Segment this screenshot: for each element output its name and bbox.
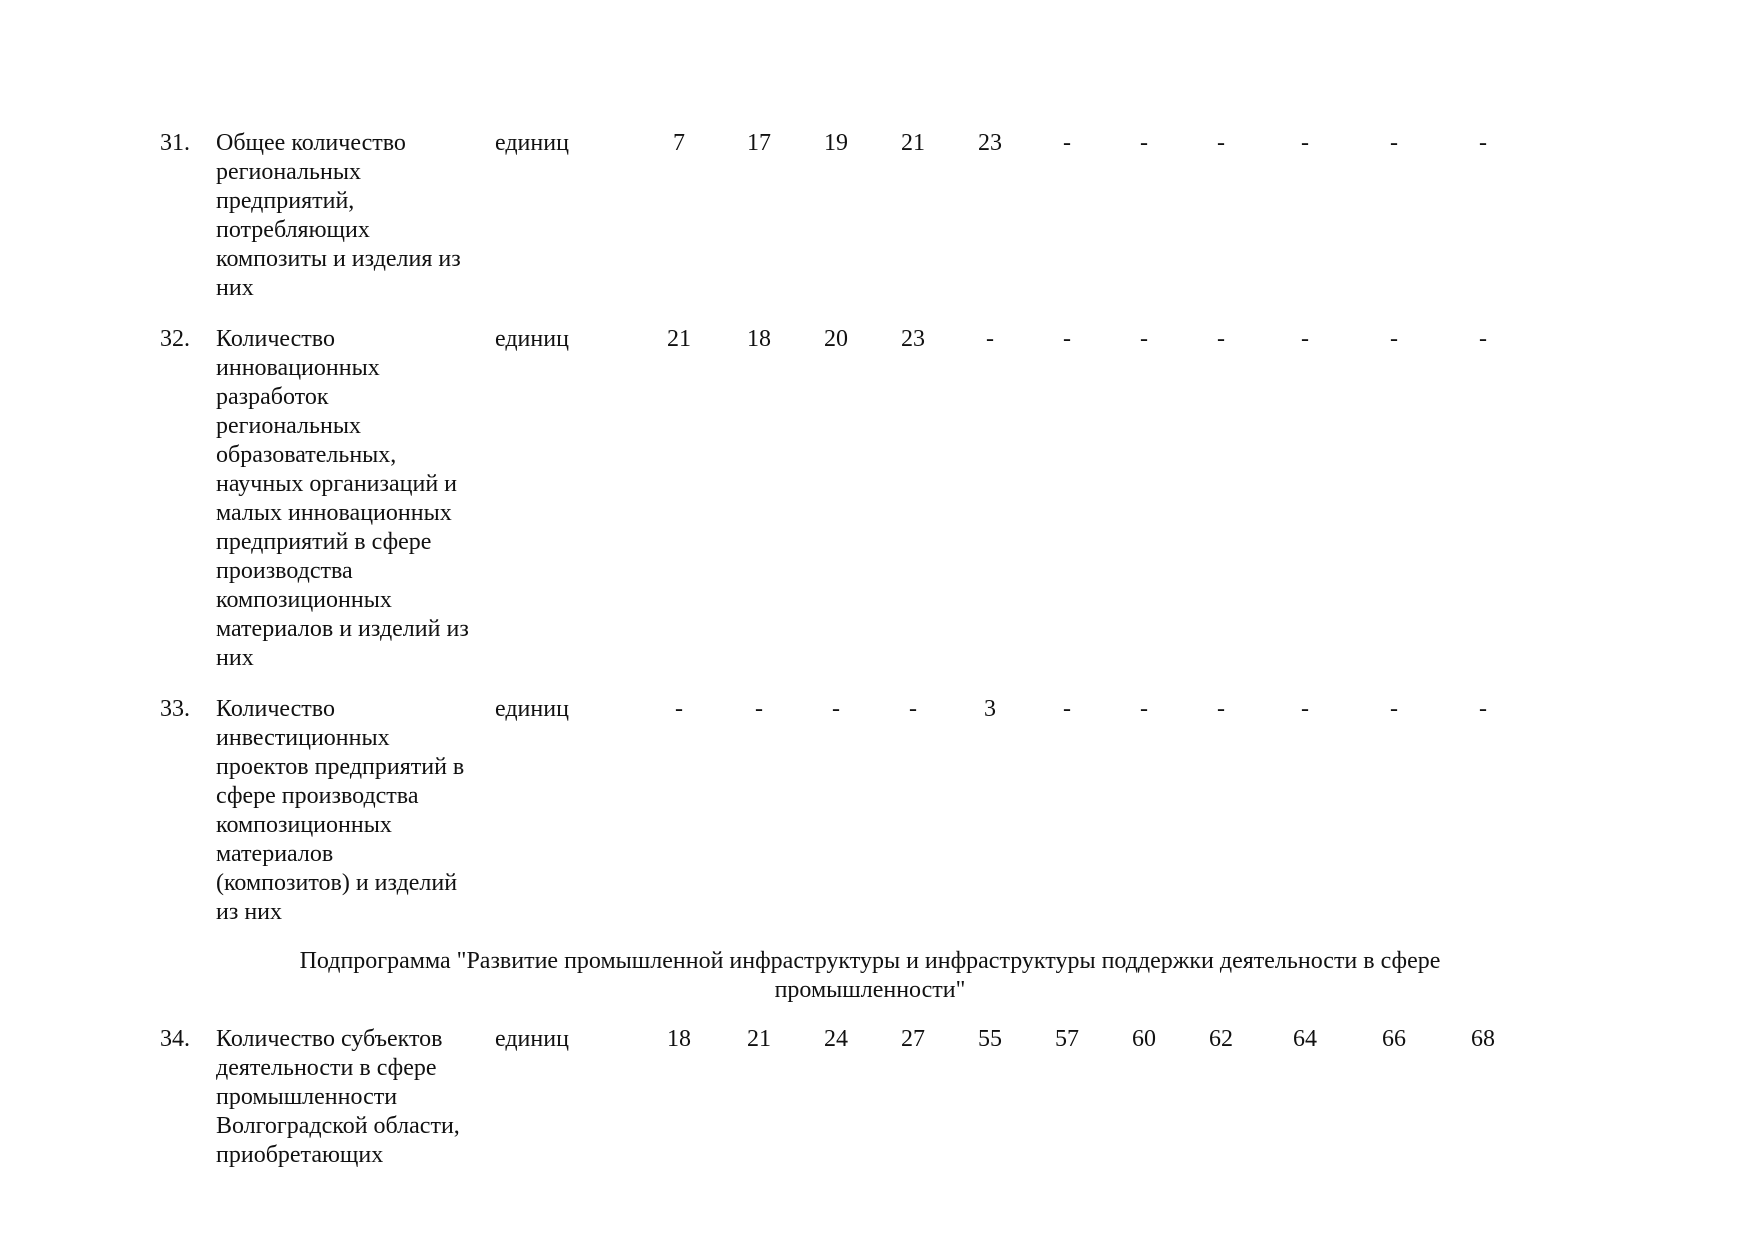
value-cell: 18 [667,1026,691,1052]
value-cell: - [1140,130,1148,156]
indicator-name-line: композиционных [216,587,392,613]
value-cell: - [1063,326,1071,352]
indicator-name-line: Волгоградской области, [216,1113,460,1139]
value-cell: - [1063,130,1071,156]
unit-of-measure: единиц [495,130,569,156]
value-cell: 62 [1209,1026,1233,1052]
indicator-name-line: предприятий в сфере [216,529,432,555]
value-cell: 21 [747,1026,771,1052]
value-cell: 20 [824,326,848,352]
value-cell: 57 [1055,1026,1079,1052]
value-cell: - [832,696,840,722]
row-number: 31. [160,130,190,156]
indicator-name [216,695,492,927]
indicator-name-line: образовательных, [216,442,397,468]
value-cell: 3 [984,696,996,722]
indicator-name-line: предприятий, [216,188,355,214]
value-cell: - [1140,326,1148,352]
indicator-name-line: Количество субъектов [216,1026,443,1052]
value-cell: 66 [1382,1026,1406,1052]
indicator-name-line: композиты и изделия из [216,246,461,272]
value-cell: - [1301,326,1309,352]
indicator-name-line: Количество [216,696,335,722]
indicator-name-line: (композитов) и изделий [216,870,458,896]
value-cell: - [1479,326,1487,352]
indicator-name-line: них [216,275,254,301]
value-cell: - [986,326,994,352]
row-number: 33. [160,696,190,722]
indicator-name-line: материалов [216,841,334,867]
indicator-name-line: Количество [216,326,335,352]
value-cell: 21 [667,326,691,352]
indicator-name-line: промышленности [216,1084,398,1110]
subprogram-heading-line: промышленности" [774,977,966,1003]
value-cell: 7 [673,130,685,156]
value-cell: - [1217,326,1225,352]
value-cell: - [755,696,763,722]
value-cell: - [1390,326,1398,352]
row-number: 34. [160,1026,190,1052]
subprogram-heading [240,947,1500,1005]
value-cell: - [1301,130,1309,156]
indicator-name-line: инновационных [216,355,380,381]
indicator-name-line: разработок [216,384,329,410]
indicator-name-line: научных организаций и [216,471,458,497]
value-cell: 23 [901,326,925,352]
value-cell: 17 [747,130,771,156]
indicator-name-line: материалов и изделий из [216,616,469,642]
value-cell: - [1390,696,1398,722]
indicator-name [216,325,492,673]
value-cell: 64 [1293,1026,1317,1052]
indicator-name [216,129,492,303]
value-cell: 27 [901,1026,925,1052]
indicator-name-line: малых инновационных [216,500,452,526]
value-cell: 21 [901,130,925,156]
value-cell: 68 [1471,1026,1495,1052]
indicator-name-line: сфере производства [216,783,419,809]
value-cell: 18 [747,326,771,352]
indicator-name-line: приобретающих [216,1142,384,1168]
indicator-name [216,1025,492,1170]
unit-of-measure: единиц [495,326,569,352]
value-cell: - [1479,696,1487,722]
indicator-name-line: инвестиционных [216,725,390,751]
value-cell: - [1140,696,1148,722]
indicator-name-line: проектов предприятий в [216,754,465,780]
indicator-name-line: региональных [216,159,361,185]
value-cell: 60 [1132,1026,1156,1052]
value-cell: - [1390,130,1398,156]
value-cell: - [1301,696,1309,722]
indicator-name-line: Общее количество [216,130,406,156]
indicator-name-line: композиционных [216,812,392,838]
value-cell: 55 [978,1026,1002,1052]
indicator-name-line: деятельности в сфере [216,1055,437,1081]
value-cell: - [909,696,917,722]
value-cell: - [1479,130,1487,156]
subprogram-heading-line: Подпрограмма "Развитие промышленной инфраструктуры и инфраструктуры поддержки деятельности в сфере [299,948,1441,974]
row-number: 32. [160,326,190,352]
indicator-name-line: региональных [216,413,361,439]
value-cell: 23 [978,130,1002,156]
value-cell: - [1063,696,1071,722]
value-cell: - [1217,130,1225,156]
indicator-name-line: производства [216,558,353,584]
unit-of-measure: единиц [495,1026,569,1052]
value-cell: 24 [824,1026,848,1052]
unit-of-measure: единиц [495,696,569,722]
value-cell: - [675,696,683,722]
indicator-name-line: потребляющих [216,217,370,243]
indicator-name-line: них [216,645,254,671]
value-cell: 19 [824,130,848,156]
value-cell: - [1217,696,1225,722]
indicator-name-line: из них [216,899,283,925]
